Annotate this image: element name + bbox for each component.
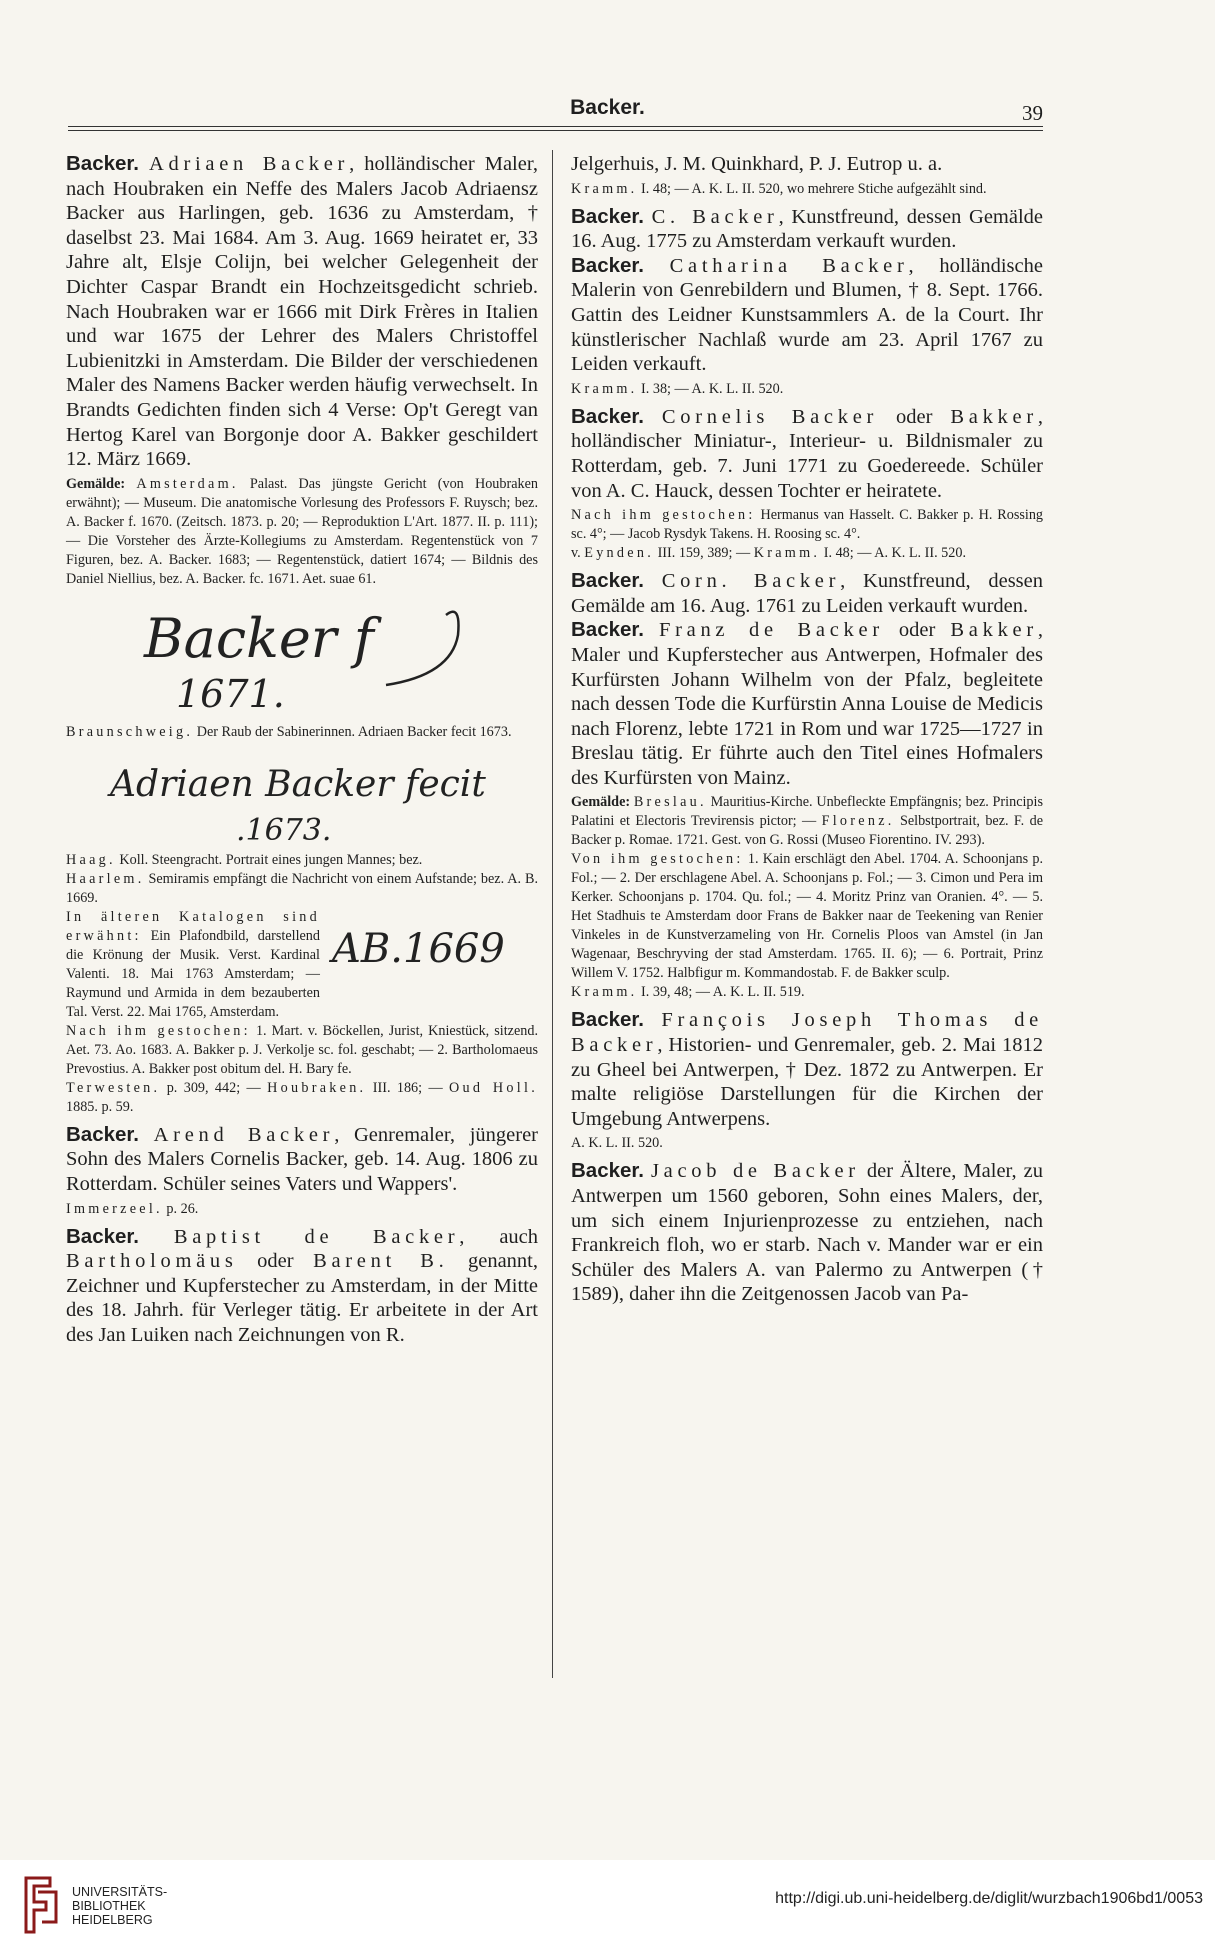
signature-ab-1669 [328,914,538,986]
entry-text: oder [898,619,936,642]
entry-headword: Backer. [571,569,644,593]
haag-note [66,851,538,1117]
entry-corn-backer [571,569,1043,618]
header-rule [68,126,1043,127]
entry-text: Jelgerhuis, J. M. Quinkhard, P. J. Eutrop u. a. [571,153,943,175]
note-label: Gemälde: [66,475,126,492]
ref-text: p. 309, 442; — [166,1079,261,1096]
entry-name: Bakker [950,619,1038,642]
entry-name: François Joseph Thomas de Backer [571,1009,1043,1057]
entry-text: genannt, Zeichner und Kupferstecher zu Amsterdam, in der Mitte des 18. Jahrh. für Verleger tätig. Er arbeitete in der Art des Jan Luiken nach Zeichnungen von R. [66,1250,538,1346]
page-number: 39 [1022,101,1043,125]
entry-name: Franz de Backer [659,619,884,642]
franz-notes [571,793,1043,1002]
note-text: Mauritius-Kirche. Unbefleckte Empfängnis; bez. Principis Palatini et Electoris Trevirensis pictor; — [571,794,1043,830]
ref-label: Kramm. [571,984,638,1001]
entry-name: Cornelis Backer [661,405,879,428]
note-city: Florenz. [821,813,895,830]
note-text: Ein Plafondbild, darstellend die Krönung der Musik. Verst. Kardinal Valenti. 18. Mai 1763 Amsterdam; — Raymund und Armida in dem bezauberten Tal. Verst. 22. Mai 1765, Amsterdam. [66,927,320,1020]
ref-label: Kramm. [571,380,638,397]
ref-text: I. 48; — A. K. L. II. 520, wo mehrere Stiche aufgezählt sind. [641,180,987,197]
entry-name: Barent B. [313,1250,449,1273]
entry-jacob-de-backer [571,1159,1043,1307]
note-city: Haarlem. [66,870,145,887]
cornelis-notes [571,506,1043,563]
ref-text: v. [571,545,581,562]
note-city: Haag. [66,851,116,868]
entry-headword: Backer. [66,1224,139,1248]
arend-ref [66,1200,538,1219]
note-city: Braunschweig. [66,723,194,740]
entry-arend-backer [66,1123,538,1197]
note-text: Koll. Steengracht. Portrait eines jungen Mannes; bez. [119,851,423,868]
note-city: Amsterdam. [136,475,239,492]
catharina-ref [571,380,1043,399]
source-url-link[interactable]: http://digi.ub.uni-heidelberg.de/diglit/wurzbach1906bd1/0053 [775,1890,1203,1907]
entry-franz-de-backer [571,618,1043,790]
library-name [72,1885,167,1927]
entry-text: , auch [459,1225,539,1248]
entry-text: , holländischer Maler, nach Houbraken ein Neffe des Malers Jacob Adriaensz Backer aus Harlingen, geb. 1636 zu Amsterdam, † daselbst 23. Mai 1684. Am 3. Aug. 1669 heiratet er, 33 Jahre alt, Elsje Colijn, bei welcher Gelegenheit der Dichter Caspar Brandt ein Hochzeitsgedicht schrieb. Nach Houbraken war er 1666 mit Dirk Frères in Italien und war 1675 der Lehrer des Malers Christoffel Lubienitzki in Amsterdam. Die Bilder der verschiedenen Maler des Namens Backer werden häufig verwechselt. In Brandts Gedichten finden sich 4 Verse: Op't Geregt van Hertog Karel van Borgonje door A. Bakker geschildert 12. März 1669. [66,153,538,471]
signature-script: Backer f [144,606,374,670]
francois-ref [571,1134,1043,1153]
note-text: Selbstportrait, bez. F. de Backer p. Romae. 1721. Gest. von G. Rossi (Museo Fiorentino. IV. 293). [571,813,1043,849]
entry-name: Jacob de Backer [650,1160,860,1183]
note-text: Hermanus van Hasselt. C. Bakker p. H. Rossing sc. 4°; — Jacob Rysdyk Takens. H. Roosing sc. 4°. [571,507,1044,543]
running-header-title: Backer. [570,96,645,119]
ref-text: I. 39, 48; — A. K. L. II. 519. [641,984,805,1001]
entry-name: Bakker [950,405,1038,428]
signature-year: 1671. [176,671,285,715]
entry-cornelis-backer [571,405,1043,503]
ref-text: A. K. L. II. 520. [571,1135,663,1152]
entry-text: , Genremaler, jüngerer Sohn des Malers Cornelis Backer, geb. 14. Aug. 1806 zu Rotterdam. Schüler seines Vaters und Wappers'. [66,1123,539,1195]
entry-text: der Ältere, Maler, zu Antwerpen um 1560 geboren, Sohn eines Malers, der, um sich einem Injurienprozesse zu entziehen, nach Frankreich floh, wo er starb. Nach v. Mander war er ein Schüler des Malers A. van Palermo zu Antwerpen († 1589), daher ihn die Zeitgenossen Jacob van Pa- [571,1160,1044,1306]
ref-label: Eynden. [584,545,655,562]
entry-catharina-backer [571,254,1043,377]
note-text: 1. Mart. v. Böckellen, Jurist, Kniestück, sitzend. Aet. 73. Ao. 1683. A. Bakker p. J. Verkolje sc. fol. geschabt; — 2. Bartholomaeus Prevostius. A. Bakker post obitum del. H. Bary fe. [66,1022,539,1077]
signature-year: .1673. [236,812,332,848]
entry-text: oder [257,1250,294,1273]
header-rule-thin [68,130,1043,131]
ref-text: p. 26. [166,1200,199,1217]
entry-text: , Historien- und Genremaler, geb. 2. Mai 1812 zu Gheel bei Antwerpen, † Dez. 1872 zu Antwerpen. Er malte religiöse Darstellungen für die Kirchen der Umgebung Antwerpens. [571,1034,1043,1130]
note-label: Nach ihm gestochen: [66,1022,251,1039]
ref-text: III. 186; — [372,1079,443,1096]
entry-name: Corn. Backer [661,570,841,593]
note-city: Breslau. [633,794,707,811]
note-text: Palast. Das jüngste Gericht (von Houbraken erwähnt); — Museum. Die anatomische Vorlesung des Professors F. Ruysch; bez. A. Backer f. 1670. (Zeitsch. 1873. p. 20; — Reproduktion L'Art. 1877. II. p. 111); — Die Vorsteher des Ärzte-Kollegiums zu Amsterdam. Regentenstück von 7 Figuren, bez. A. Backer. 1683; — Regentenstück, datiert 1674; — Bildnis des Daniel Niellius, bez. A. Backer. fc. 1671. Aet. suae 61. [66,475,538,587]
note-text: 1. Kain erschlägt den Abel. 1704. A. Schoonjans p. Fol.; — 2. Der erschlagene Abel. A. Schoonjans p. Fol.; — 3. Cimon und Pera im Kerker. Schoonjans p. 1704. Qu. fol.; — 4. Moritz Prinz van Oranien. 4°. — 5. Het Stadhuis te Amsterdam door Frans de Bakker naar de Teekening van Renier Vinkeles in de Kunstverzameling von Hr. Cornelis Ploos van Amstel (in Jan Wagenaar, Beschryving der stad Amsterdam. 1765. II. 6); — 6. Portrait, Prinz Willem V. 1752. Halbfigur m. Kommandostab. F. de Bakker sculp. [571,851,1043,982]
entry-baptist-de-backer [66,1225,538,1348]
right-column [571,152,1043,1307]
library-name-line: HEIDELBERG [72,1913,153,1927]
entry-name: Baptist de Backer [173,1225,460,1248]
note-label: Gemälde: [571,794,631,811]
ref-text: 1885. p. 59. [66,1098,134,1115]
entry-text: , Maler und Kupferstecher aus Antwerpen, Hofmaler des Kurfürsten Johann Wilhelm von der Pfalz, begleitete nach dessen Tode die Kurfürstin Anna Louise de Medicis nach Florenz, lebte 1721 in Rom und war 1725—1727 in Breslau tätig. Er führte auch den Titel eines Hofmalers des Kurfürsten von Mainz. [571,619,1044,789]
entry-headword: Backer. [571,404,644,428]
library-name-line: UNIVERSITÄTS- [72,1885,168,1899]
library-name-line: BIBLIOTHEK [72,1899,146,1913]
note-label: Von ihm gestochen: [571,851,744,868]
entry-name: Catharina Backer [669,254,909,277]
entry-c-backer [571,205,1043,254]
entry-headword: Backer. [571,1159,644,1183]
entry-text: , holländischer Miniatur-, Interieur- u. Bildnismaler zu Rotterdam, geb. 7. Juni 1771 zu Goedereede. Schüler von A. C. Hauck, dessen Tochter er heiratete. [571,405,1044,502]
note-text: Der Raub der Sabinerinnen. Adriaen Backer fecit 1673. [196,723,512,740]
column-divider [552,150,553,1678]
braunschweig-note [66,723,538,742]
ref-text: I. 48; — A. K. L. II. 520. [823,545,967,562]
entry-name: Bartholomäus [66,1250,238,1273]
ref-label: Oud Holl. [449,1079,539,1096]
signature-fecit-1673 [66,748,538,848]
entry-name: Adriaen Backer [148,153,350,175]
entry-name: C. Backer [651,205,779,228]
entry-name: Arend Backer [153,1123,335,1146]
signature-script: Adriaen Backer fecit [110,763,486,805]
signature-backer-1671 [66,595,538,715]
note-label: Nach ihm gestochen: [571,507,756,524]
signature-script: AB.1669 [332,925,505,972]
left-column [66,152,538,1347]
entry-headword: Backer. [571,204,644,228]
paintings-note [66,475,538,589]
entry-text: , Kunstfreund, dessen Gemälde am 16. Aug. 1761 zu Leiden verkauft wurden. [571,570,1044,617]
entry-text: oder [896,405,933,428]
ref-text: III. 159, 389; — [657,545,751,562]
ref-text: I. 38; — A. K. L. II. 520. [641,380,784,397]
ref-label: Kramm. [571,180,638,197]
university-library-logo-icon [12,1872,64,1943]
entry-francois-joseph-thomas-de-backer [571,1008,1043,1131]
entry-text: , holländische Malerin von Genrebildern und Blumen, † 8. Sept. 1766. Gattin des Leidner Kunstsammlers A. de la Court. Ihr künstlerischer Nachlaß wurde am 23. April 1767 zu Leiden verkauft. [571,254,1043,376]
ref-label: Terwesten. [66,1079,161,1096]
ref-label: Immerzeel. [66,1200,163,1217]
entry-headword: Backer. [571,618,644,642]
note-text: Semiramis empfängt die Nachricht von einem Aufstande; bez. A. B. 1669. [66,870,539,906]
entry-text: , Kunstfreund, dessen Gemälde 16. Aug. 1775 zu Amsterdam verkauft wurden. [571,205,1044,253]
entry-baptist-continued [571,152,1043,177]
entry-headword: Backer. [66,1122,139,1146]
entry-headword: Backer. [571,1008,644,1032]
entry-headword: Backer. [66,152,139,175]
entry-adriaen-backer [66,152,538,472]
baptist-ref [571,180,1043,199]
ref-label: Kramm. [753,545,821,562]
entry-headword: Backer. [571,253,644,277]
ref-label: Houbraken. [267,1079,367,1096]
note-label: In älteren Katalogen sind erwähnt: [66,908,320,944]
